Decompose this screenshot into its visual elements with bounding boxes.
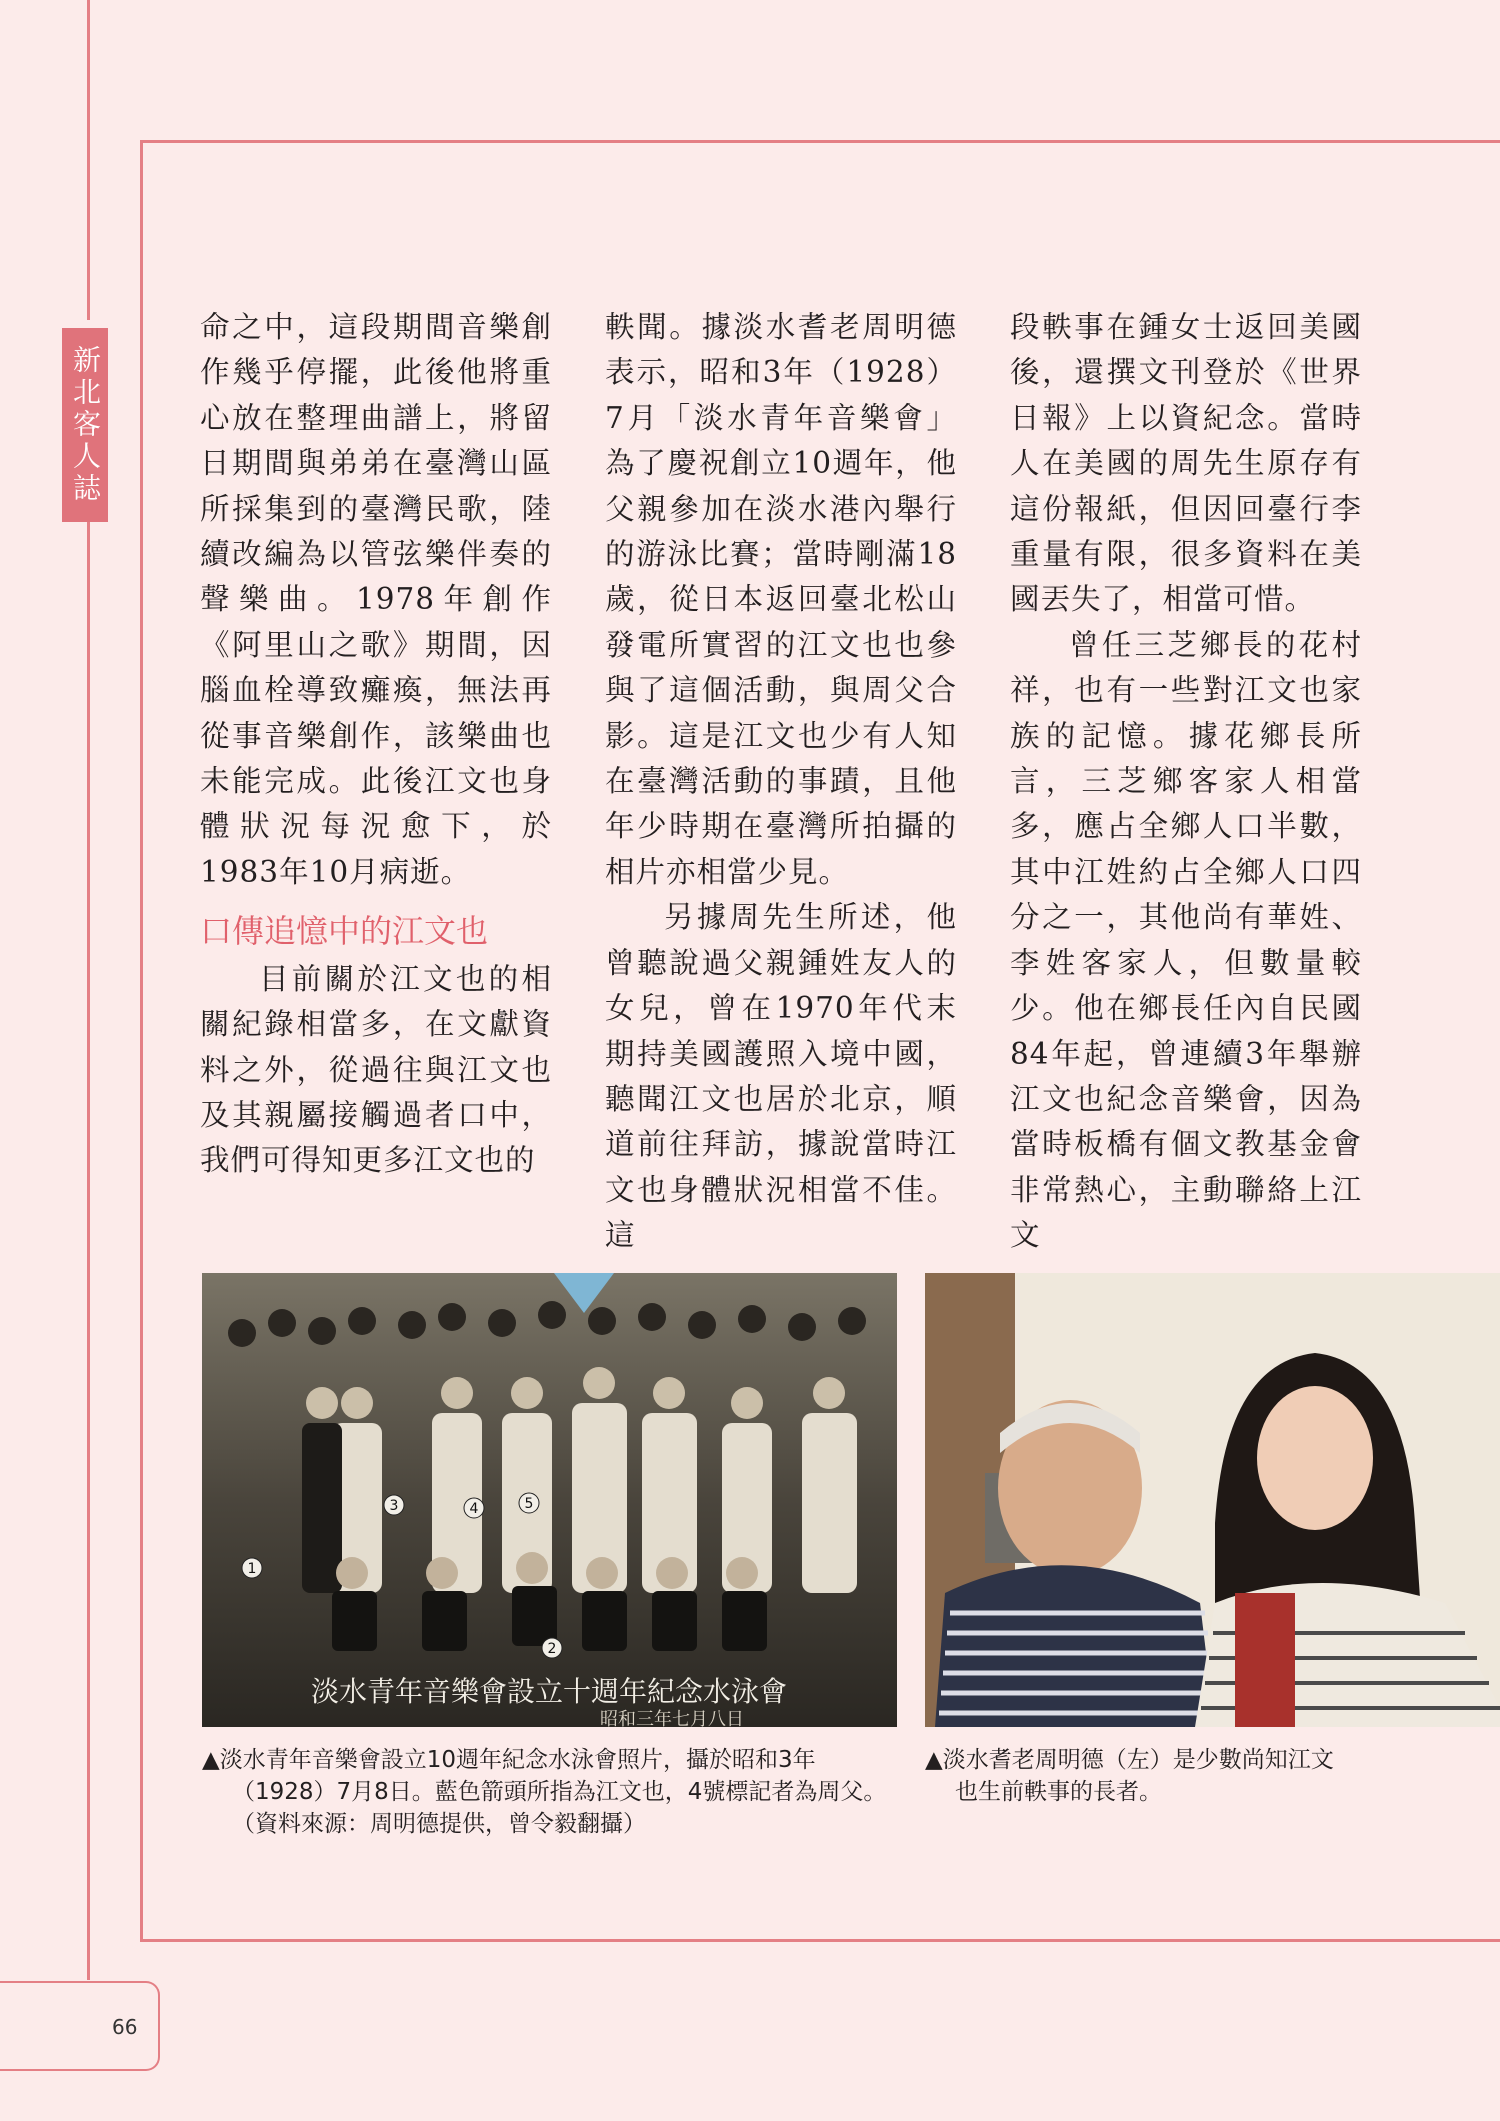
marker-1: 1 (247, 1561, 257, 1577)
caption-line: 也生前軼事的長者。 (955, 1779, 1162, 1805)
marker-2: 2 (547, 1641, 557, 1657)
photo-banner: 淡水青年音樂會設立十週年紀念水泳會 (310, 1675, 788, 1708)
marker-4: 4 (469, 1501, 479, 1517)
caption-line: ▲淡水青年音樂會設立10週年紀念水泳會照片，攝於昭和3年 (202, 1747, 816, 1773)
text-column-1 (200, 305, 552, 1184)
paragraph: 命之中，這段期間音樂創作幾乎停擺，此後他將重心放在整理曲譜上，將留日期間與弟弟在臺灣山區所採集到的臺灣民歌，陸續改編為以管弦樂伴奏的聲樂曲。1978年創作《阿里山之歌》期間，因腦血栓導致癱瘓，無法再從事音樂創作，該樂曲也未能完成。此後江文也身體狀況每況愈下，於1983年10月病逝。 (200, 310, 552, 889)
margin-rule-top (87, 0, 90, 320)
paragraph: 另據周先生所述，他曾聽說過父親鍾姓友人的女兒，曾在1970年代末期持美國護照入境中國，聽聞江文也居於北京，順道前往拜訪，據說當時江文也身體狀況相當不佳。這 (605, 900, 957, 1253)
caption-line: ▲淡水耆老周明德（左）是少數尚知江文 (925, 1747, 1334, 1773)
text-column-3 (1010, 305, 1362, 1259)
photo-caption-1 (202, 1744, 902, 1840)
marker-5: 5 (524, 1496, 534, 1512)
margin-rule-bottom (87, 522, 90, 1980)
paragraph: 軼聞。據淡水耆老周明德表示，昭和3年（1928）7月「淡水青年音樂會」為了慶祝創立10週年，他父親參加在淡水港內舉行的游泳比賽；當時剛滿18歲，從日本返回臺北松山發電所實習的江文也也參與了這個活動，與周父合影。這是江文也少有人知在臺灣活動的事蹟，且他年少時期在臺灣所拍攝的相片亦相當少見。 (605, 310, 957, 889)
section-heading: 口傳追憶中的江文也 (200, 912, 489, 951)
paragraph: 段軼事在鍾女士返回美國後，還撰文刊登於《世界日報》上以資紀念。當時人在美國的周先生原存有這份報紙，但因回臺行李重量有限，很多資料在美國丟失了，相當可惜。 (1010, 310, 1362, 617)
section-tab: 新北客人誌 (62, 328, 108, 522)
caption-line: （資料來源：周明德提供，曾令毅翻攝） (232, 1811, 646, 1837)
page-number: 66 (112, 2015, 138, 2039)
portrait-photo (925, 1273, 1500, 1727)
photo-date-line: 昭和三年七月八日 (600, 1709, 744, 1727)
paragraph: 曾任三芝鄉長的花村祥，也有一些對江文也家族的記憶。據花鄉長所言，三芝鄉客家人相當多，應占全鄉人口半數，其中江姓約占全鄉人口四分之一，其他尚有華姓、李姓客家人，但數量較少。他在鄉長任內自民國84年起，曾連續3年舉辦江文也紀念音樂會，因為當時板橋有個文教基金會非常熱心，主動聯絡上江文 (1010, 627, 1362, 1253)
photo-caption-2 (925, 1744, 1375, 1808)
text-column-2 (605, 305, 957, 1259)
paragraph: 目前關於江文也的相關紀錄相當多，在文獻資料之外，從過往與江文也及其親屬接觸過者口中，我們可得知更多江文也的 (200, 961, 552, 1178)
historical-group-photo (202, 1273, 897, 1727)
caption-line: （1928）7月8日。藍色箭頭所指為江文也，4號標記者為周父。 (232, 1779, 887, 1805)
marker-3: 3 (389, 1498, 399, 1514)
